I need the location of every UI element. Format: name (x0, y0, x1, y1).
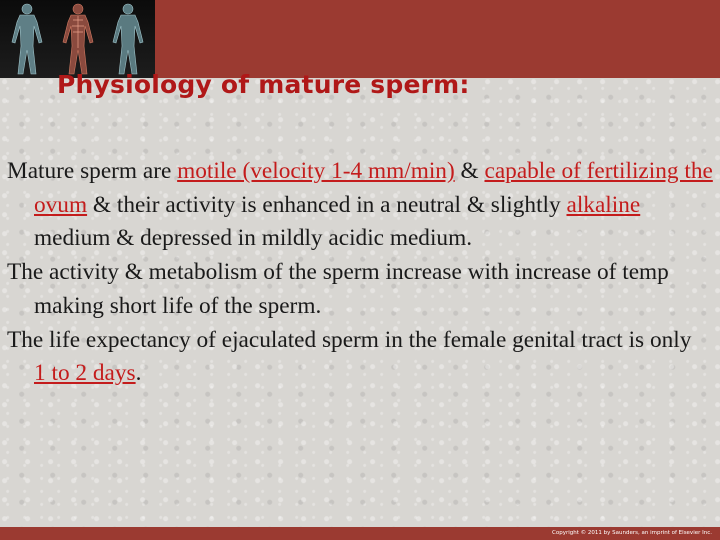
text-run: Mature sperm are (7, 158, 178, 184)
anatomy-image-panel (0, 0, 155, 78)
highlight-fertilizing: capable of fertilizing the ovum (34, 158, 713, 218)
slide-body (7, 155, 713, 391)
paragraph-life-expectancy (7, 324, 713, 391)
text-run: . (135, 360, 142, 387)
text-run: & (454, 158, 485, 184)
human-body-icon (5, 2, 49, 76)
text-run: medium & depressed in mildly acidic medium. (34, 225, 473, 252)
text-run: & their activity is enhanced in a neutral & slightly (87, 191, 567, 218)
human-body-icon (106, 2, 150, 76)
slide-title: Physiology of mature sperm: (57, 70, 470, 99)
text-run: The life expectancy of ejaculated sperm in the female genital tract is only (7, 326, 709, 353)
human-body-icon (56, 2, 100, 76)
copyright-notice: Copyright © 2011 by Saunders, an imprint of Elsevier Inc. (552, 530, 712, 536)
highlight-velocity: motile (velocity 1-4 mm/min) (177, 158, 455, 184)
highlight-alkaline: alkaline (566, 191, 641, 218)
paragraph-short-life: making short life of the sperm. (34, 292, 322, 319)
header-bar (0, 0, 720, 78)
paragraph-sperm-motility (7, 155, 713, 256)
paragraph-metabolism (7, 256, 713, 290)
text-run: The activity & metabolism of the sperm increase with increase of temp (7, 259, 669, 286)
footer-bar (0, 527, 720, 540)
highlight-days: 1 to 2 days (34, 360, 136, 387)
